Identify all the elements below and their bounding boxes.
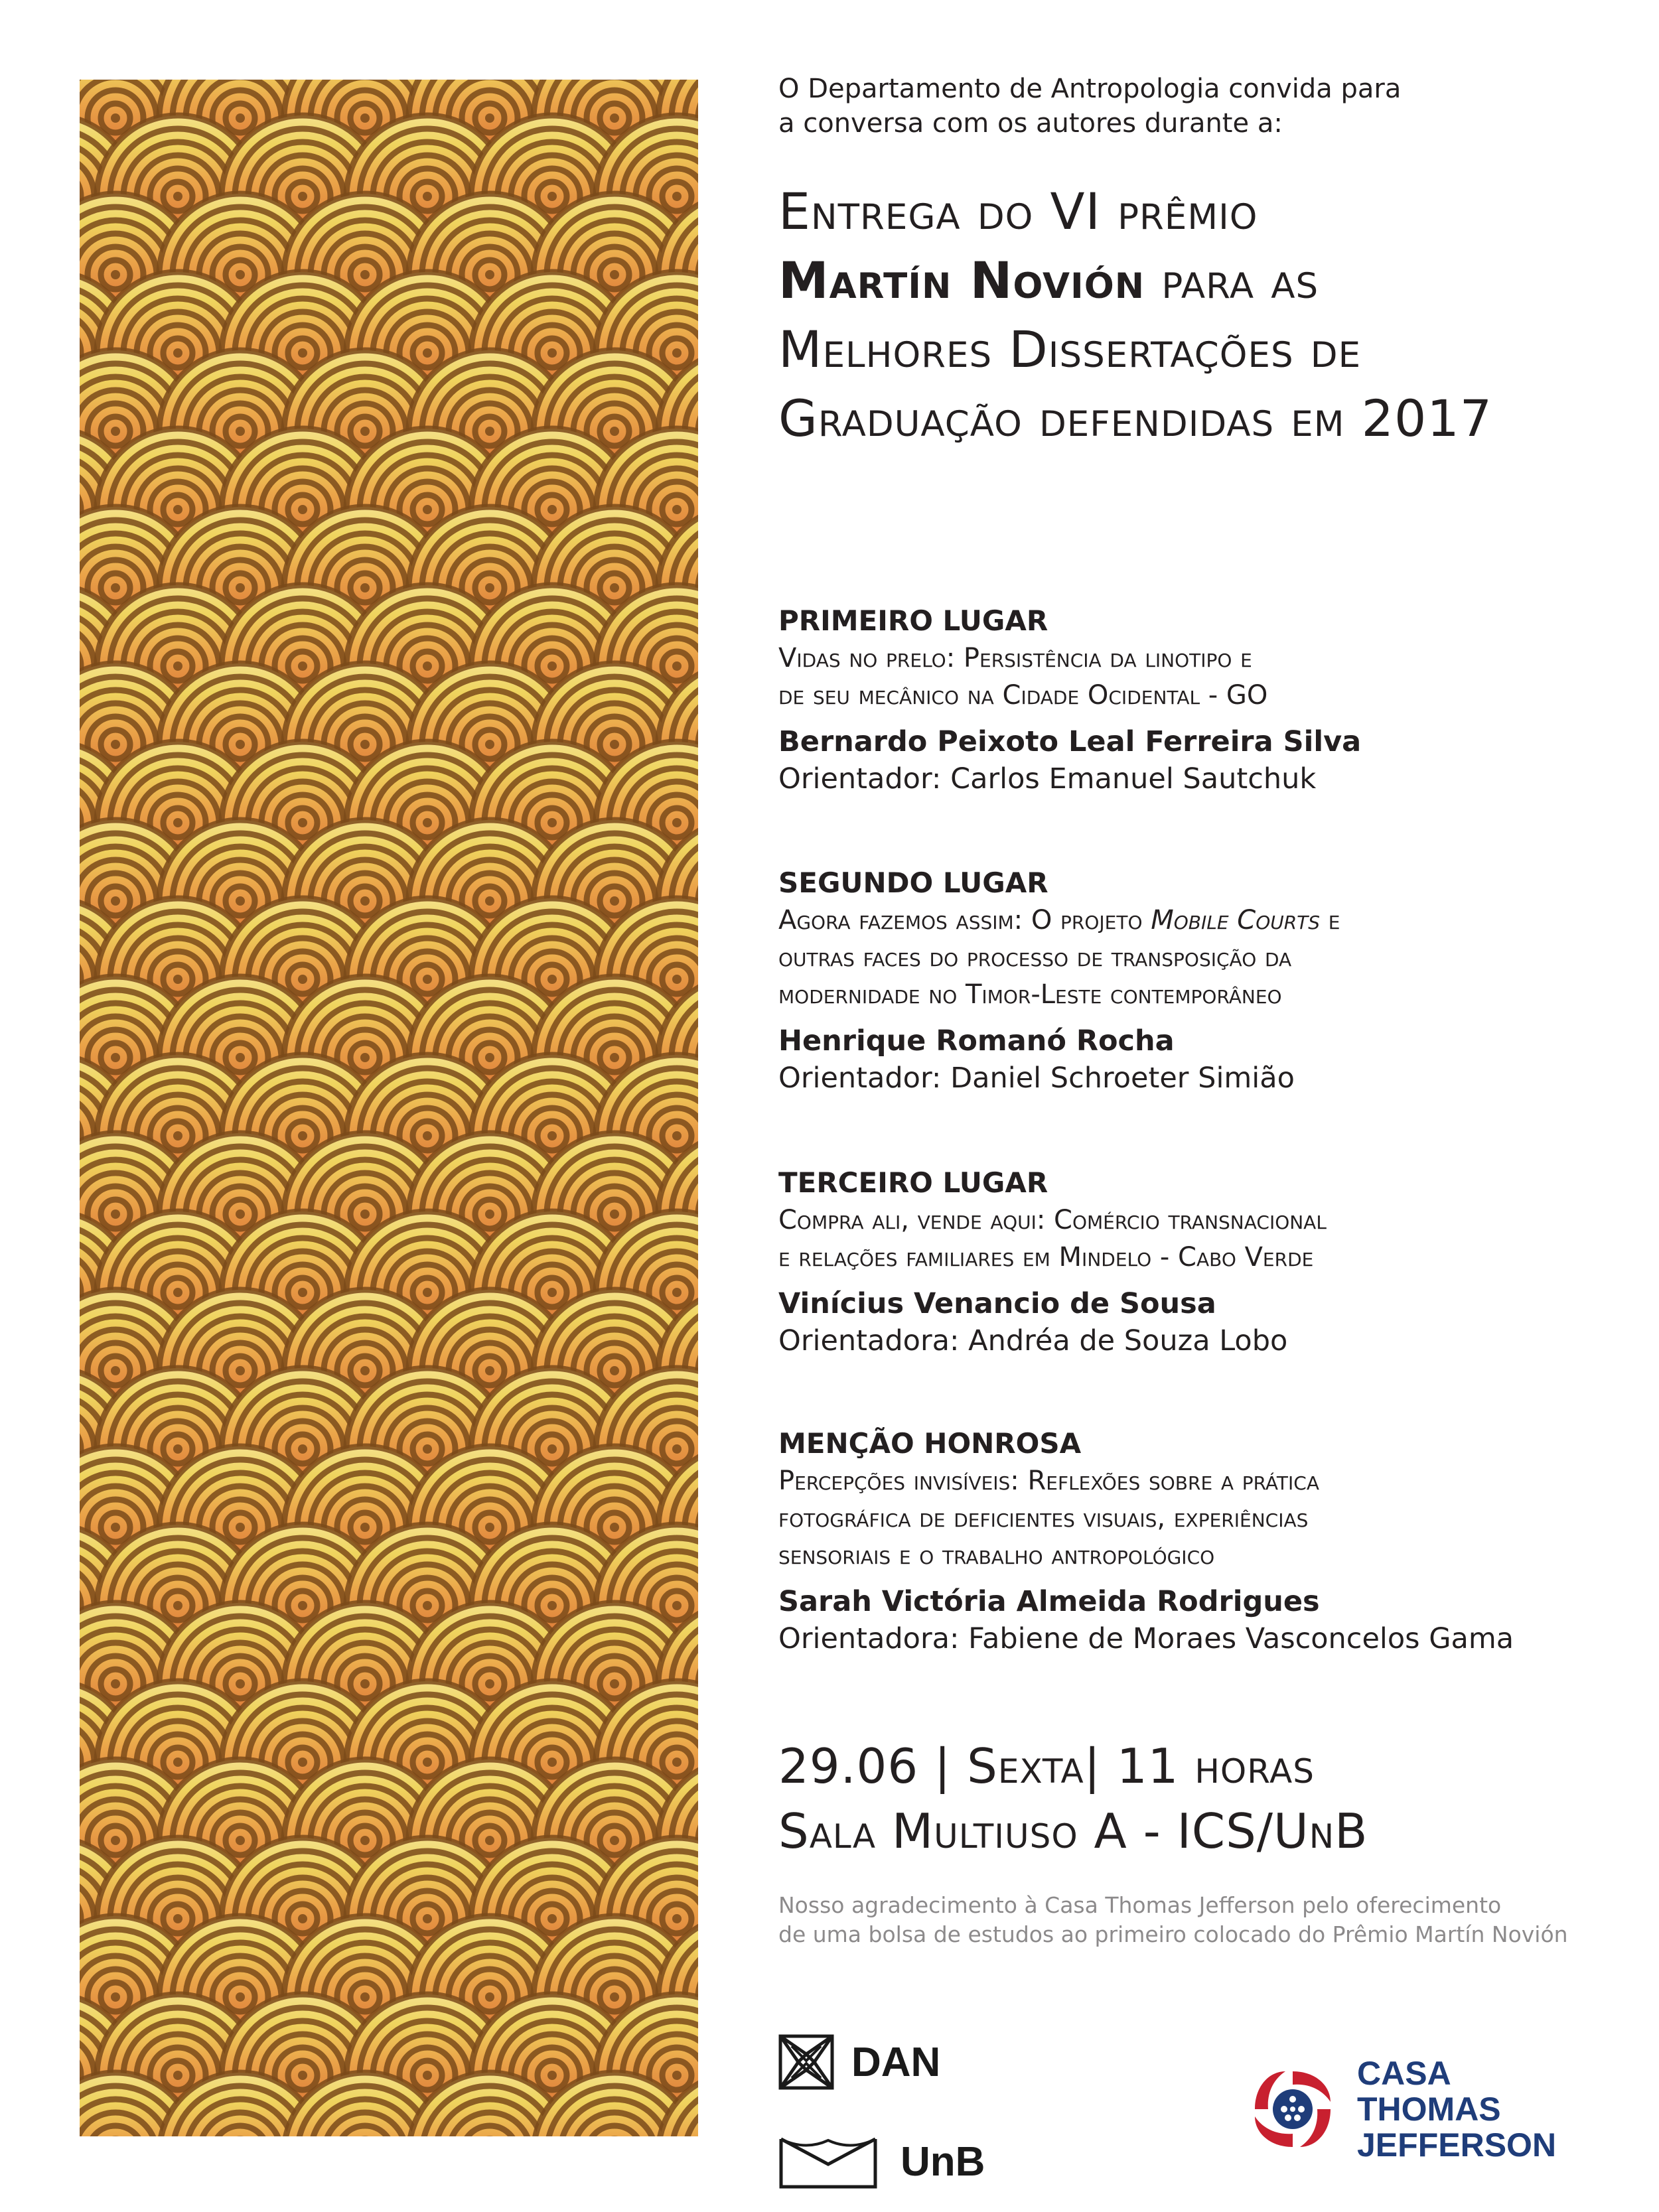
dan-emblem-icon xyxy=(778,2034,834,2090)
award-first-place xyxy=(778,602,1634,797)
award-second-place xyxy=(778,864,1634,1097)
main-content xyxy=(778,72,1634,2185)
work-title-start: Agora fazemos assim: O projeto xyxy=(778,905,1151,935)
acknowledgement-line-2: de uma bolsa de estudos ao primeiro colocado do Prêmio Martín Novión xyxy=(778,1921,1568,1947)
award-advisor: Orientador: Carlos Emanuel Sautchuk xyxy=(778,762,1317,795)
decorative-pattern-panel xyxy=(80,80,698,2136)
award-third-place xyxy=(778,1164,1634,1359)
title-line-2-rest: para as xyxy=(1145,251,1319,310)
award-work-line: Compra ali, vende aqui: Comércio transnacional xyxy=(778,1205,1327,1235)
acknowledgement-text xyxy=(778,1891,1568,1949)
award-place-label: MENÇÃO HONROSA xyxy=(778,1427,1082,1460)
unb-logo xyxy=(778,2134,985,2189)
award-advisor: Orientadora: Andréa de Souza Lobo xyxy=(778,1324,1288,1357)
award-place-label: TERCEIRO LUGAR xyxy=(778,1166,1048,1199)
award-work-line: fotográfica de deficientes visuais, experiências xyxy=(778,1503,1309,1533)
award-place-label: PRIMEIRO LUGAR xyxy=(778,604,1048,637)
award-work-line: e relações familiares em Mindelo - Cabo Verde xyxy=(778,1242,1314,1273)
title-line-3: Melhores Dissertações de xyxy=(778,320,1362,379)
award-author: Henrique Romanó Rocha xyxy=(778,1024,1175,1058)
title-line-1: Entrega do VI prêmio xyxy=(778,182,1258,241)
award-work-line xyxy=(778,902,1634,939)
unb-emblem-icon xyxy=(778,2134,878,2189)
ctj-wordmark xyxy=(1357,2055,1556,2163)
award-work-line: sensoriais e o trabalho antropológico xyxy=(778,1540,1215,1570)
casa-thomas-jefferson-logo xyxy=(1243,2055,1556,2163)
award-author: Sarah Victória Almeida Rodrigues xyxy=(778,1585,1320,1618)
award-work-line: Vidas no prelo: Persistência da linotipo e xyxy=(778,643,1252,673)
award-advisor: Orientadora: Fabiene de Moraes Vasconcelos Gama xyxy=(778,1622,1514,1655)
award-author: Vinícius Venancio de Sousa xyxy=(778,1287,1216,1320)
award-author: Bernardo Peixoto Leal Ferreira Silva xyxy=(778,725,1362,758)
intro-line-2: a conversa com os autores durante a: xyxy=(778,108,1283,139)
dan-logo-text: DAN xyxy=(851,2039,941,2085)
event-datetime: 29.06 | Sexta| 11 horas xyxy=(778,1738,1315,1794)
acknowledgement-line-1: Nosso agradecimento à Casa Thomas Jefferson pelo oferecimento xyxy=(778,1892,1502,1918)
dan-logo xyxy=(778,2034,940,2090)
award-advisor: Orientador: Daniel Schroeter Simião xyxy=(778,1062,1295,1095)
intro-text xyxy=(778,72,1634,141)
title-line-2 xyxy=(778,246,1634,315)
ctj-line-1: CASA xyxy=(1357,2055,1451,2092)
intro-line-1: O Departamento de Antropologia convida para xyxy=(778,74,1402,104)
award-work-line: modernidade no Timor-Leste contemporâneo xyxy=(778,979,1282,1010)
unb-logo-text: UnB xyxy=(901,2138,985,2185)
award-work-line: outras faces do processo de transposição da xyxy=(778,942,1292,973)
event-location: Sala Multiuso A - ICS/UnB xyxy=(778,1803,1368,1859)
work-title-end: e xyxy=(1320,905,1340,935)
ctj-line-2: THOMAS xyxy=(1357,2091,1501,2128)
award-work-line: Percepções invisíveis: Reflexões sobre a prática xyxy=(778,1466,1319,1496)
work-title-italic: Mobile Courts xyxy=(1151,905,1321,935)
title-line-4: Graduação defendidas em 2017 xyxy=(778,389,1493,448)
award-honorable-mention xyxy=(778,1425,1634,1657)
award-work-line: de seu mecânico na Cidade Ocidental - GO xyxy=(778,680,1268,711)
award-place-label: SEGUNDO LUGAR xyxy=(778,866,1048,899)
concentric-circles-pattern xyxy=(80,80,698,2136)
event-title xyxy=(778,177,1634,453)
award-name: Martín Novión xyxy=(778,251,1145,310)
ctj-line-3: JEFFERSON xyxy=(1357,2126,1557,2164)
event-details xyxy=(778,1734,1634,1864)
ctj-emblem-icon xyxy=(1243,2059,1342,2159)
